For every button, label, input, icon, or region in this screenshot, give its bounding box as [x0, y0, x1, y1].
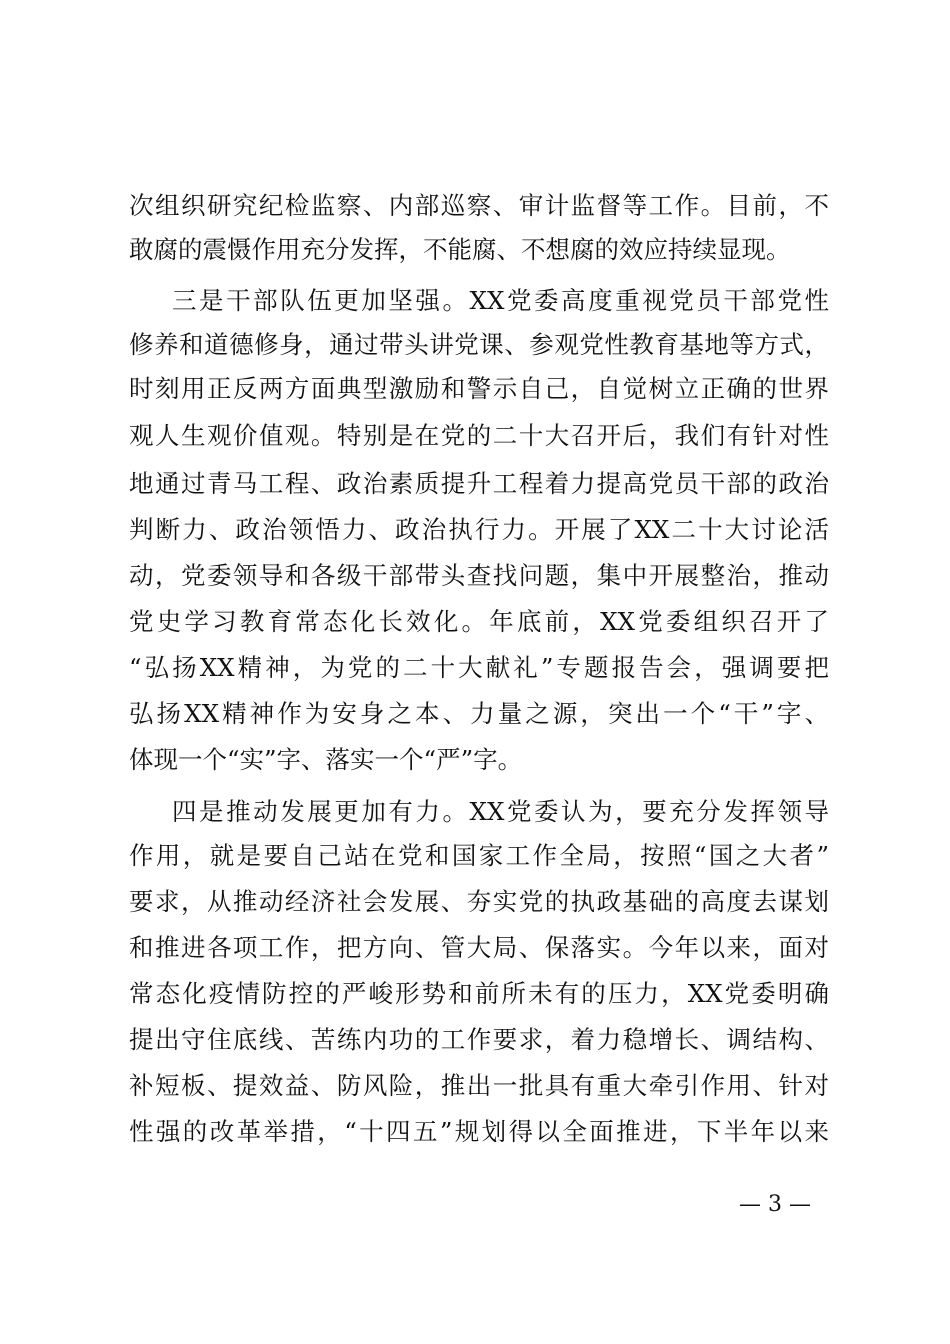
- body-text-line: 和推进各项工作，把方向、管大局、保落实。今年以来，面对: [129, 933, 829, 962]
- body-text-line: 补短板、提效益、防风险，推出一批具有重大牵引作用、针对: [129, 1071, 829, 1100]
- body-text-line: 要求，从推动经济社会发展、夯实党的执政基础的高度去谋划: [129, 887, 829, 916]
- body-text-line: 作用，就是要自己站在党和国家工作全局，按照“国之大者”: [129, 841, 829, 870]
- body-text-line: 性强的改革举措，“十四五”规划得以全面推进，下半年以来: [129, 1117, 829, 1146]
- body-text-line: 观人生观价值观。特别是在党的二十大召开后，我们有针对性: [129, 421, 829, 450]
- body-text-line: 判断力、政治领悟力、政治执行力。开展了XX二十大讨论活: [129, 515, 829, 544]
- body-text-line: 党史学习教育常态化长效化。年底前，XX党委组织召开了: [129, 607, 829, 636]
- body-text-line: 体现一个“实”字、落实一个“严”字。: [129, 745, 523, 774]
- body-text-line: 次组织研究纪检监察、内部巡察、审计监督等工作。目前，不: [129, 191, 829, 220]
- body-text-line: 四是推动发展更加有力。XX党委认为，要充分发挥领导: [172, 797, 829, 826]
- body-text-line: “弘扬XX精神，为党的二十大献礼”专题报告会，强调要把: [129, 653, 829, 682]
- body-text-line: 常态化疫情防控的严峻形势和前所未有的压力，XX党委明确: [129, 979, 829, 1008]
- body-text-line: 时刻用正反两方面典型激励和警示自己，自觉树立正确的世界: [129, 374, 829, 403]
- body-text-line: 敢腐的震慑作用充分发挥，不能腐、不想腐的效应持续显现。: [129, 235, 791, 264]
- page-number: — 3 —: [739, 1192, 811, 1217]
- body-text-line: 三是干部队伍更加坚强。XX党委高度重视党员干部党性: [172, 286, 829, 315]
- body-text-line: 弘扬XX精神作为安身之本、力量之源，突出一个“干”字、: [129, 699, 829, 728]
- body-text-line: 动，党委领导和各级干部带头查找问题，集中开展整治，推动: [129, 561, 829, 590]
- body-text-line: 修养和道德修身，通过带头讲党课、参观党性教育基地等方式，: [129, 330, 829, 359]
- body-text-line: 地通过青马工程、政治素质提升工程着力提高党员干部的政治: [129, 469, 829, 498]
- body-text-line: 提出守住底线、苦练内功的工作要求，着力稳增长、调结构、: [129, 1025, 829, 1054]
